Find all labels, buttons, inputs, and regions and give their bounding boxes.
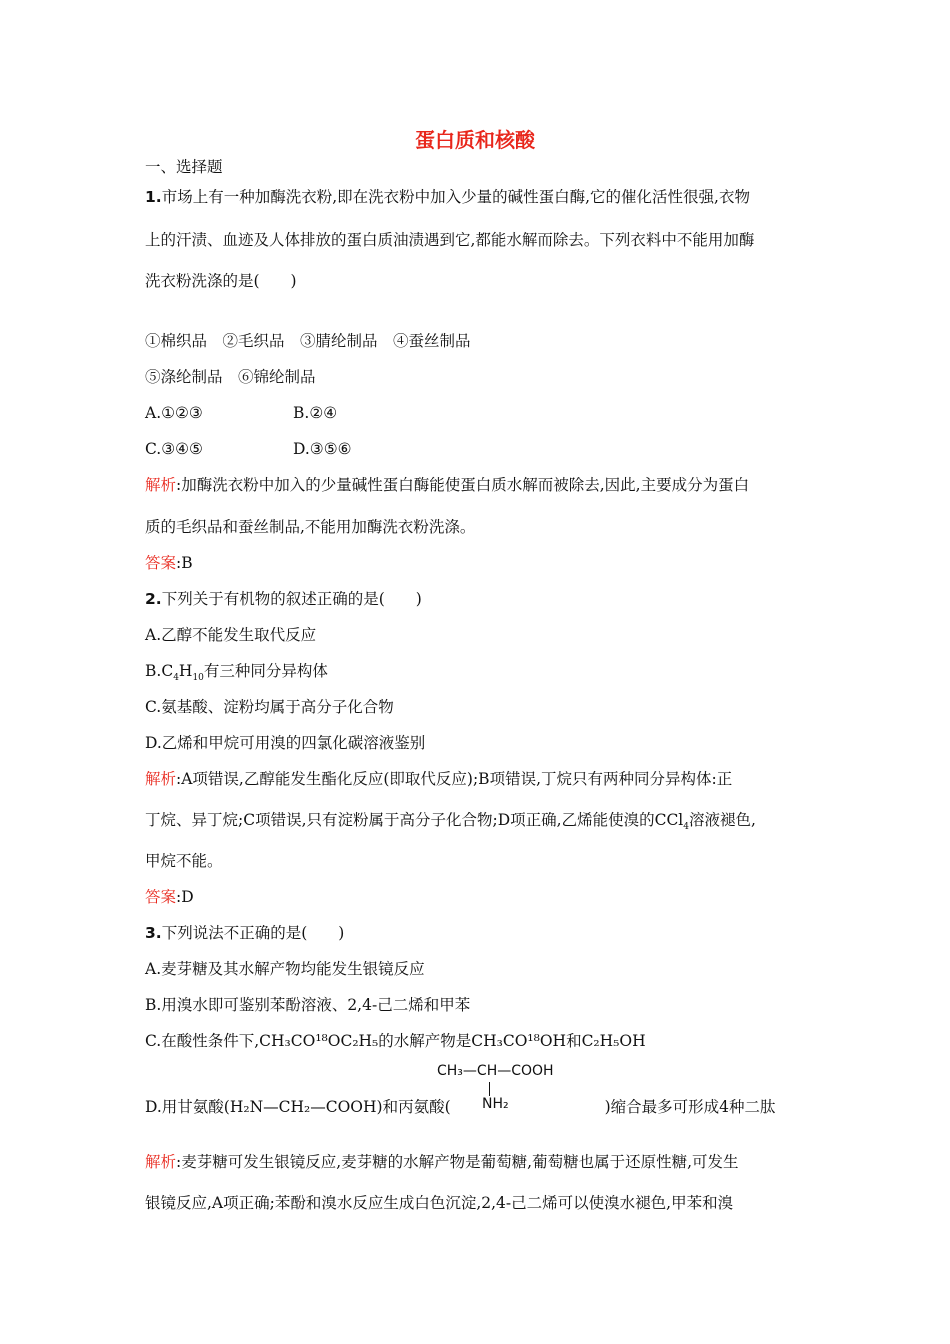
- option-d-suffix: )缩合最多可形成4种二肽: [604, 1098, 776, 1116]
- analysis-label: 解析: [145, 1153, 177, 1171]
- question-1-line-1: [145, 187, 750, 207]
- question-2-stem: [145, 589, 422, 609]
- question-3-option-a: A.麦芽糖及其水解产物均能发生银镜反应: [145, 960, 425, 978]
- option-a: A.①②③: [145, 404, 203, 422]
- question-text: 市场上有一种加酶洗衣粉,即在洗衣粉中加入少量的碱性蛋白酶,它的催化活性很强,衣物: [161, 188, 750, 206]
- answer-label: 答案: [145, 554, 177, 572]
- analysis-label: 解析: [145, 770, 177, 788]
- question-2-option-a: A.乙醇不能发生取代反应: [145, 626, 317, 644]
- analysis-text: :A项错误,乙醇能发生酯化反应(即取代反应);B项错误,丁烷只有两种同分异构体:正: [176, 770, 733, 788]
- question-1-analysis-1: [145, 475, 749, 495]
- question-3-stem: [145, 923, 344, 943]
- analysis-text: 溶液褪色,: [689, 811, 756, 829]
- question-2-analysis-1: [145, 769, 732, 789]
- question-1-answer: [145, 553, 193, 573]
- subscript: 4: [683, 822, 689, 833]
- question-3-option-d: [145, 1097, 776, 1117]
- analysis-text: 丁烷、异丁烷;C项错误,只有淀粉属于高分子化合物;D项正确,乙烯能使溴的CCl: [145, 811, 684, 829]
- question-number: 2.: [145, 590, 162, 608]
- question-number: 1.: [145, 188, 162, 206]
- question-text: 下列说法不正确的是( ): [161, 924, 345, 942]
- question-3-option-b: B.用溴水即可鉴别苯酚溶液、2,4-己二烯和甲苯: [145, 996, 471, 1014]
- question-1-items-1: ①棉织品 ②毛织品 ③腈纶制品 ④蚕丝制品: [145, 332, 471, 350]
- question-1-items-2: ⑤涤纶制品 ⑥锦纶制品: [145, 368, 316, 386]
- analysis-label: 解析: [145, 476, 177, 494]
- question-1-analysis-2: 质的毛织品和蚕丝制品,不能用加酶洗衣粉洗涤。: [145, 518, 476, 536]
- option-b-text: 有三种同分异构体: [203, 662, 328, 680]
- question-number: 3.: [145, 924, 162, 942]
- question-2-option-c: C.氨基酸、淀粉均属于高分子化合物: [145, 698, 394, 716]
- structure-bond: [489, 1082, 490, 1096]
- question-1-line-2: 上的汗渍、血迹及人体排放的蛋白质油渍遇到它,都能水解而除去。下列衣料中不能用加酶: [145, 231, 755, 249]
- section-heading: 一、选择题: [145, 158, 223, 176]
- page-title: 蛋白质和核酸: [415, 128, 535, 152]
- subscript: 10: [192, 673, 204, 684]
- question-text: 下列关于有机物的叙述正确的是( ): [161, 590, 422, 608]
- option-d-prefix: D.用甘氨酸(H₂N—CH₂—COOH)和丙氨酸(: [145, 1098, 451, 1116]
- question-1-option-row-1: [145, 403, 338, 423]
- question-2-answer: [145, 887, 194, 907]
- option-d: D.③⑤⑥: [293, 440, 352, 458]
- question-1-line-3: 洗衣粉洗涤的是( ): [145, 272, 297, 290]
- answer-value: :D: [176, 888, 194, 906]
- question-2-analysis-3: 甲烷不能。: [145, 852, 223, 870]
- question-3-analysis-2: 银镜反应,A项正确;苯酚和溴水反应生成白色沉淀,2,4-己二烯可以使溴水褪色,甲苯和溴: [145, 1194, 734, 1212]
- option-b-prefix: B.C: [145, 662, 174, 680]
- question-1-option-row-2: [145, 439, 352, 459]
- option-c: C.③④⑤: [145, 440, 203, 458]
- question-2-option-d: D.乙烯和甲烷可用溴的四氯化碳溶液鉴别: [145, 734, 426, 752]
- option-b: B.②④: [293, 404, 338, 422]
- answer-value: :B: [176, 554, 193, 572]
- analysis-text: :麦芽糖可发生银镜反应,麦芽糖的水解产物是葡萄糖,葡萄糖也属于还原性糖,可发生: [176, 1153, 739, 1171]
- structure-amino-group: NH₂: [482, 1096, 509, 1112]
- question-2-option-b: [145, 661, 328, 684]
- subscript: 4: [173, 673, 179, 684]
- analysis-text: :加酶洗衣粉中加入的少量碱性蛋白酶能使蛋白质水解而被除去,因此,主要成分为蛋白: [176, 476, 750, 494]
- question-2-analysis-2: [145, 810, 756, 833]
- structure-main-chain: CH₃—CH—COOH: [437, 1063, 554, 1079]
- answer-label: 答案: [145, 888, 177, 906]
- question-3-option-c: C.在酸性条件下,CH₃CO¹⁸OC₂H₅的水解产物是CH₃CO¹⁸OH和C₂H₅OH: [145, 1032, 646, 1050]
- option-b-mid: H: [178, 662, 193, 680]
- question-3-analysis-1: [145, 1152, 739, 1172]
